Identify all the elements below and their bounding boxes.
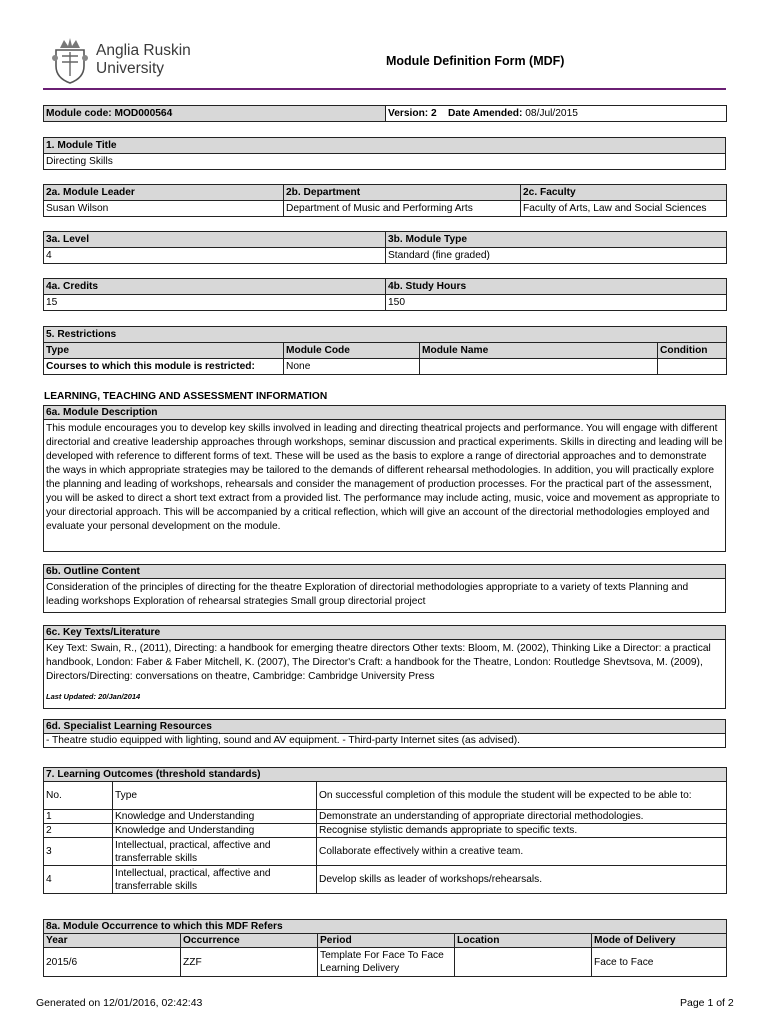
module-code-label: Module code:	[46, 108, 112, 119]
credits-table	[43, 278, 727, 311]
description-text: This module encourages you to develop key skills involved in leading and directing theatrical projects and performance. You will engage with different directorial and creative leadership approaches through workshops, seminar discussion and practical experiments. Skills in directing and leading will be developed with reference to different forms of text. These will be used as the basis to explore a range of directorial approaches and to demonstrate the ways in which appropriate strategies may be tailored to the demands of different rehearsal methodologies. In addition, you will practically explore the planning and leading of workshops, rehearsals and consider the management of production processes. For the practical part of the assessment, you will be asked to direct a short text extract from a provided list. The performance may include acting, music, voice and movement as appropriate to your directorial approach. This will be accompanied by a critical reflection, which will give an account of the directorial methodologies employed and evaluate your personal development on the module.	[44, 420, 726, 552]
module-code-table	[43, 105, 727, 122]
page-number: Page 1 of 2	[680, 997, 734, 1009]
restrictions-col-condition: Condition	[658, 343, 727, 359]
outcomes-col-desc: On successful completion of this module the student will be expected to be able to:	[317, 782, 727, 810]
level-heading: 3a. Level	[44, 232, 386, 248]
table-row	[44, 838, 727, 866]
outline-heading: 6b. Outline Content	[44, 565, 726, 579]
occurrence-period: Template For Face To Face Learning Delivery	[318, 948, 455, 977]
restrictions-row-name	[420, 359, 658, 375]
form-title: Module Definition Form (MDF)	[386, 54, 565, 68]
level-value: 4	[44, 248, 386, 264]
outcome-no: 2	[44, 824, 113, 838]
last-updated-text: Last Updated: 20/Jan/2014	[46, 692, 141, 701]
occurrence-col-year: Year	[44, 934, 181, 948]
outcome-desc: Recognise stylistic demands appropriate to specific texts.	[317, 824, 727, 838]
university-name	[96, 42, 191, 78]
module-leader-table	[43, 184, 727, 217]
study-hours-heading: 4b. Study Hours	[386, 279, 727, 295]
description-table	[43, 405, 726, 552]
faculty-heading: 2c. Faculty	[521, 185, 727, 201]
occurrence-col-occurrence: Occurrence	[181, 934, 318, 948]
outcome-desc: Develop skills as leader of workshops/rehearsals.	[317, 866, 727, 894]
occurrence-col-period: Period	[318, 934, 455, 948]
faculty-value: Faculty of Arts, Law and Social Sciences	[521, 201, 727, 217]
university-logo	[52, 36, 202, 84]
department-value: Department of Music and Performing Arts	[284, 201, 521, 217]
occurrence-year: 2015/6	[44, 948, 181, 977]
restrictions-col-type: Type	[44, 343, 284, 359]
outcome-type: Intellectual, practical, affective and transferrable skills	[113, 866, 317, 894]
credits-heading: 4a. Credits	[44, 279, 386, 295]
header-divider	[43, 88, 726, 90]
learning-outcomes-heading: 7. Learning Outcomes (threshold standards)	[44, 768, 727, 782]
restrictions-row-condition	[658, 359, 727, 375]
version-value: 2	[431, 108, 437, 119]
module-leader-value: Susan Wilson	[44, 201, 284, 217]
university-name-line1: Anglia Ruskin	[96, 42, 191, 59]
outcome-type: Knowledge and Understanding	[113, 824, 317, 838]
table-row	[44, 810, 727, 824]
module-title-heading: 1. Module Title	[44, 138, 726, 154]
date-amended-label: Date Amended:	[448, 108, 523, 119]
restrictions-col-code: Module Code	[284, 343, 420, 359]
module-title-table	[43, 137, 726, 170]
version-label: Version:	[388, 108, 429, 119]
crest-icon	[52, 36, 88, 84]
key-texts-text: Key Text: Swain, R., (2011), Directing: a handbook for emerging theatre directors Other texts: Bloom, M. (2002), Thinking Like a Director: a practical handbook, London: Faber & Faber Mitchell, K. (2007), The Director's Craft: a handbook for the Theatre, London: Routledge Shevtsova, M. (2009), Directors/Directing: conversations on theatre, Cambridge: Cambridge University Press	[46, 643, 711, 682]
module-leader-heading: 2a. Module Leader	[44, 185, 284, 201]
restrictions-table	[43, 326, 727, 375]
outcomes-col-no: No.	[44, 782, 113, 810]
table-row	[44, 824, 727, 838]
version-cell	[386, 106, 727, 122]
resources-heading: 6d. Specialist Learning Resources	[44, 720, 726, 734]
department-heading: 2b. Department	[284, 185, 521, 201]
outcome-no: 4	[44, 866, 113, 894]
resources-table	[43, 719, 726, 748]
outcomes-col-type: Type	[113, 782, 317, 810]
restrictions-heading: 5. Restrictions	[44, 327, 727, 343]
lta-section-title: LEARNING, TEACHING AND ASSESSMENT INFORMATION	[44, 391, 328, 402]
occurrence-table	[43, 919, 727, 977]
resources-text: - Theatre studio equipped with lighting, sound and AV equipment. - Third-party Internet sites (as advised).	[44, 734, 726, 748]
key-texts-cell	[44, 640, 726, 709]
date-amended-value: 08/Jul/2015	[525, 108, 578, 119]
occurrence-col-delivery: Mode of Delivery	[592, 934, 727, 948]
credits-value: 15	[44, 295, 386, 311]
generated-timestamp: Generated on 12/01/2016, 02:42:43	[36, 997, 203, 1009]
key-texts-table	[43, 625, 726, 709]
description-heading: 6a. Module Description	[44, 406, 726, 420]
table-row	[44, 866, 727, 894]
restrictions-row-code: None	[284, 359, 420, 375]
outcome-no: 1	[44, 810, 113, 824]
occurrence-col-location: Location	[455, 934, 592, 948]
module-type-heading: 3b. Module Type	[386, 232, 727, 248]
learning-outcomes-table	[43, 767, 727, 894]
study-hours-value: 150	[386, 295, 727, 311]
table-row	[44, 948, 727, 977]
outcome-desc: Collaborate effectively within a creative team.	[317, 838, 727, 866]
restrictions-col-name: Module Name	[420, 343, 658, 359]
outline-table	[43, 564, 726, 613]
occurrence-code: ZZF	[181, 948, 318, 977]
outline-text: Consideration of the principles of directing for the theatre Exploration of directorial methodologies appropriate to a variety of texts Planning and leading workshops Exploration of rehearsal strategies Small group directorial project	[44, 579, 726, 613]
outcome-type: Knowledge and Understanding	[113, 810, 317, 824]
occurrence-heading: 8a. Module Occurrence to which this MDF Refers	[44, 920, 727, 934]
university-name-line2: University	[96, 60, 165, 77]
restrictions-row-label: Courses to which this module is restricted:	[44, 359, 284, 375]
module-title-value: Directing Skills	[44, 154, 726, 170]
key-texts-heading: 6c. Key Texts/Literature	[44, 626, 726, 640]
level-table	[43, 231, 727, 264]
occurrence-delivery: Face to Face	[592, 948, 727, 977]
occurrence-location	[455, 948, 592, 977]
module-type-value: Standard (fine graded)	[386, 248, 727, 264]
outcome-no: 3	[44, 838, 113, 866]
module-code-value: MOD000564	[114, 108, 173, 119]
module-code-cell	[44, 106, 386, 122]
outcome-desc: Demonstrate an understanding of appropriate directorial methodologies.	[317, 810, 727, 824]
outcome-type: Intellectual, practical, affective and transferrable skills	[113, 838, 317, 866]
